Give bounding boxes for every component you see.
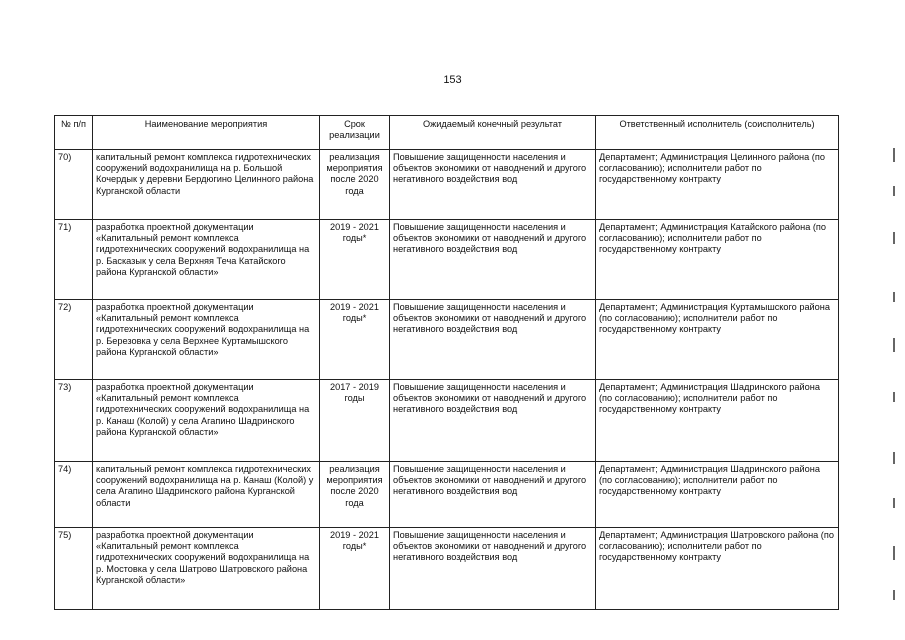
scan-margin-mark [893,392,895,402]
table-row [55,528,839,610]
measure-name: капитальный ремонт комплекса гидротехнических сооружений водохранилища на р. Большой Кочердык у деревни Бердюгино Целинного района Курганской области [93,150,320,220]
page-number: 153 [443,74,462,86]
responsible-executor: Департамент; Администрация Куртамышского района (по согласованию); исполнители работ по государственному контракту [596,300,839,380]
scan-margin-mark [893,452,895,464]
table-row [55,462,839,528]
responsible-executor: Департамент; Администрация Катайского района (по согласованию); исполнители работ по государственному контракту [596,220,839,300]
header-executor: Ответственный исполнитель (соисполнитель) [596,116,839,150]
table-body [55,150,839,610]
measure-name: разработка проектной документации «Капитальный ремонт комплекса гидротехнических сооружений водохранилища на р. Канаш (Колой) у села Агапино Шадринского района Курганской области» [93,380,320,462]
scan-margin-mark [893,338,895,352]
responsible-executor: Департамент; Администрация Шадринского района (по согласованию); исполнители работ по государственному контракту [596,462,839,528]
responsible-executor: Департамент; Администрация Шатровского района (по согласованию); исполнители работ по государственному контракту [596,528,839,610]
implementation-term: 2019 - 2021 годы* [320,300,390,380]
table-row [55,150,839,220]
scan-margin-mark [893,546,895,560]
scan-margin-mark [893,148,895,162]
expected-result: Повышение защищенности населения и объектов экономики от наводнений и другого негативного воздействия вод [390,528,596,610]
measures-table [54,115,839,610]
measure-name: разработка проектной документации «Капитальный ремонт комплекса гидротехнических сооружений водохранилища на р. Березовка у села Верхнее Куртамышского района Курганской области» [93,300,320,380]
implementation-term: 2017 - 2019 годы [320,380,390,462]
expected-result: Повышение защищенности населения и объектов экономики от наводнений и другого негативного воздействия вод [390,220,596,300]
implementation-term: 2019 - 2021 годы* [320,528,390,610]
row-number: 75) [55,528,93,610]
scan-margin-mark [893,292,895,302]
table-row [55,220,839,300]
scan-margin-mark [893,186,895,196]
row-number: 74) [55,462,93,528]
table-row [55,380,839,462]
expected-result: Повышение защищенности населения и объектов экономики от наводнений и другого негативного воздействия вод [390,150,596,220]
expected-result: Повышение защищенности населения и объектов экономики от наводнений и другого негативного воздействия вод [390,300,596,380]
table-header [55,116,839,150]
implementation-term: реализация мероприятия после 2020 года [320,150,390,220]
scan-margin-mark [893,498,895,508]
row-number: 70) [55,150,93,220]
scan-margin-mark [893,232,895,244]
header-num: № п/п [55,116,93,150]
table-row [55,300,839,380]
measure-name: капитальный ремонт комплекса гидротехнических сооружений водохранилища на р. Канаш (Колой) у села Агапино Шадринского района Курганской области [93,462,320,528]
header-term: Срок реализации [320,116,390,150]
header-result: Ожидаемый конечный результат [390,116,596,150]
scan-margin-mark [893,590,895,600]
expected-result: Повышение защищенности населения и объектов экономики от наводнений и другого негативного воздействия вод [390,462,596,528]
measure-name: разработка проектной документации «Капитальный ремонт комплекса гидротехнических сооружений водохранилища на р. Басказык у села Верхняя Теча Катайского района Курганской области» [93,220,320,300]
expected-result: Повышение защищенности населения и объектов экономики от наводнений и другого негативного воздействия вод [390,380,596,462]
implementation-term: 2019 - 2021 годы* [320,220,390,300]
header-name: Наименование мероприятия [93,116,320,150]
row-number: 72) [55,300,93,380]
implementation-term: реализация мероприятия после 2020 года [320,462,390,528]
row-number: 73) [55,380,93,462]
measure-name: разработка проектной документации «Капитальный ремонт комплекса гидротехнических сооружений водохранилища на р. Мостовка у села Шатрово Шатровского района Курганской области» [93,528,320,610]
row-number: 71) [55,220,93,300]
responsible-executor: Департамент; Администрация Целинного района (по согласованию); исполнители работ по государственному контракту [596,150,839,220]
responsible-executor: Департамент; Администрация Шадринского района (по согласованию); исполнители работ по государственному контракту [596,380,839,462]
